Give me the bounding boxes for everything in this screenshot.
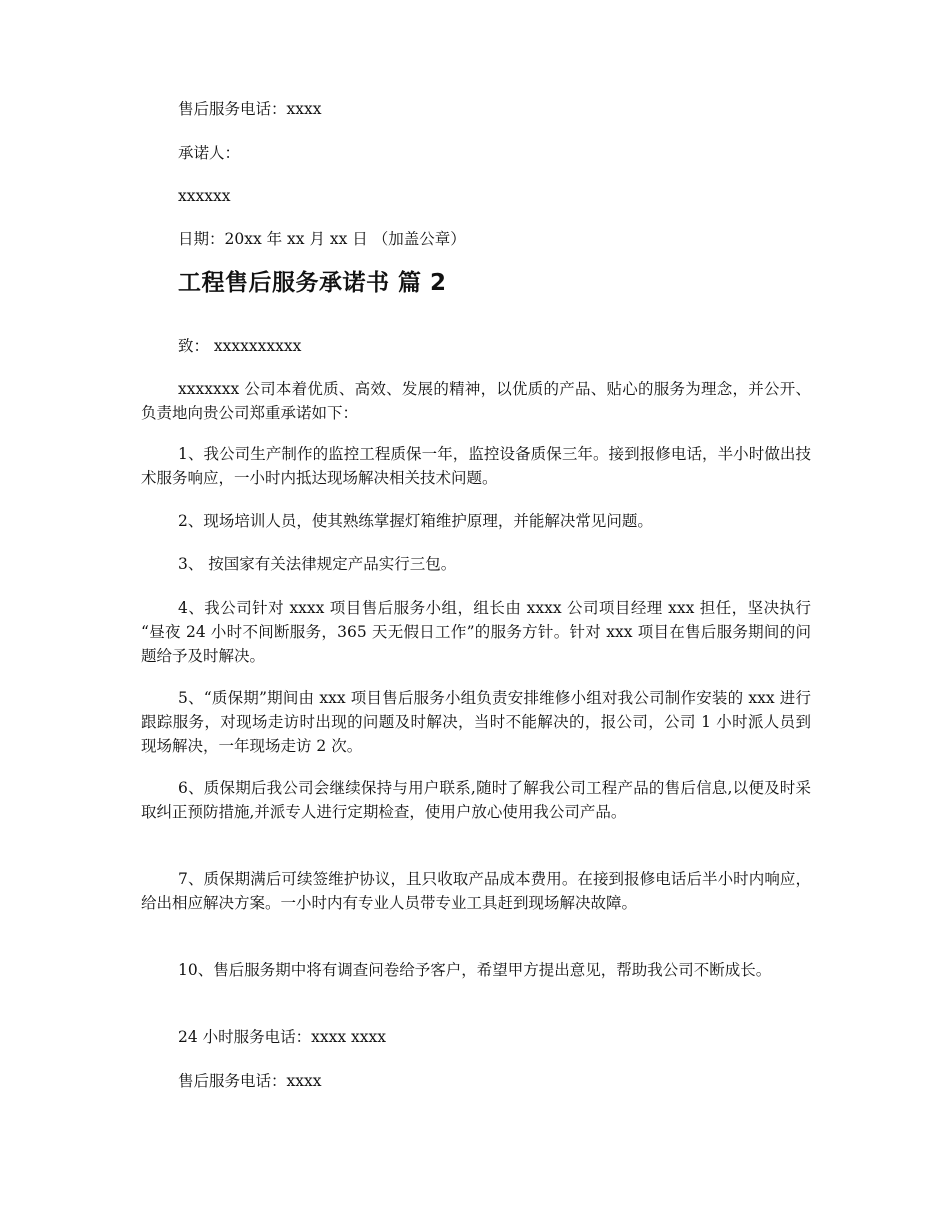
service-phone-line: 售后服务电话：xxxx bbox=[178, 100, 322, 118]
date-line: 日期：20xx 年 xx 月 xx 日 （加盖公章） bbox=[178, 230, 466, 248]
recipient-line: 致： xxxxxxxxxx bbox=[178, 337, 302, 355]
clause-2-paragraph: 2、现场培训人员，使其熟练掌握灯箱维护原理，并能解决常见问题。 bbox=[178, 512, 653, 530]
service-phone-bottom-line: 售后服务电话：xxxx bbox=[178, 1072, 322, 1090]
document-title: 工程售后服务承诺书 篇 2 bbox=[178, 270, 447, 296]
clause-1-paragraph: 1、我公司生产制作的监控工程质保一年，监控设备质保三年。接到报修电话，半小时做出技术服务响应，一小时内抵达现场解决相关技术问题。 bbox=[141, 445, 811, 487]
clause-10-paragraph: 10、售后服务期中将有调查问卷给予客户，希望甲方提出意见，帮助我公司不断成长。 bbox=[178, 961, 772, 979]
promiser-label: 承诺人： bbox=[178, 144, 241, 162]
clause-5-paragraph: 5、“质保期”期间由 xxx 项目售后服务小组负责安排维修小组对我公司制作安装的 xxx 进行跟踪服务，对现场走访时出现的问题及时解决，当时不能解决的，报公司，公司 1 小时派人员到现场解决，一年现场走访 2 次。 bbox=[141, 689, 811, 755]
clause-3-paragraph: 3、 按国家有关法律规定产品实行三包。 bbox=[178, 555, 457, 573]
hotline-24h-line: 24 小时服务电话：xxxx xxxx bbox=[178, 1028, 387, 1046]
clause-4-paragraph: 4、我公司针对 xxxx 项目售后服务小组，组长由 xxxx 公司项目经理 xxx 担任，坚决执行 “昼夜 24 小时不间断服务，365 天无假日工作”的服务方针。针对 xxx 项目在售后服务期间的问题给予及时解决。 bbox=[141, 599, 811, 665]
intro-paragraph: xxxxxxx 公司本着优质、高效、发展的精神，以优质的产品、贴心的服务为理念，并公开、负责地向贵公司郑重承诺如下： bbox=[141, 380, 811, 422]
promiser-name: xxxxxx bbox=[178, 187, 231, 205]
clause-7-paragraph: 7、质保期满后可续签维护协议，且只收取产品成本费用。在接到报修电话后半小时内响应，给出相应解决方案。一小时内有专业人员带专业工具赶到现场解决故障。 bbox=[141, 870, 811, 912]
clause-6-paragraph: 6、质保期后我公司会继续保持与用户联系,随时了解我公司工程产品的售后信息,以便及时采取纠正预防措施,并派专人进行定期检查，使用户放心使用我公司产品。 bbox=[141, 779, 811, 821]
